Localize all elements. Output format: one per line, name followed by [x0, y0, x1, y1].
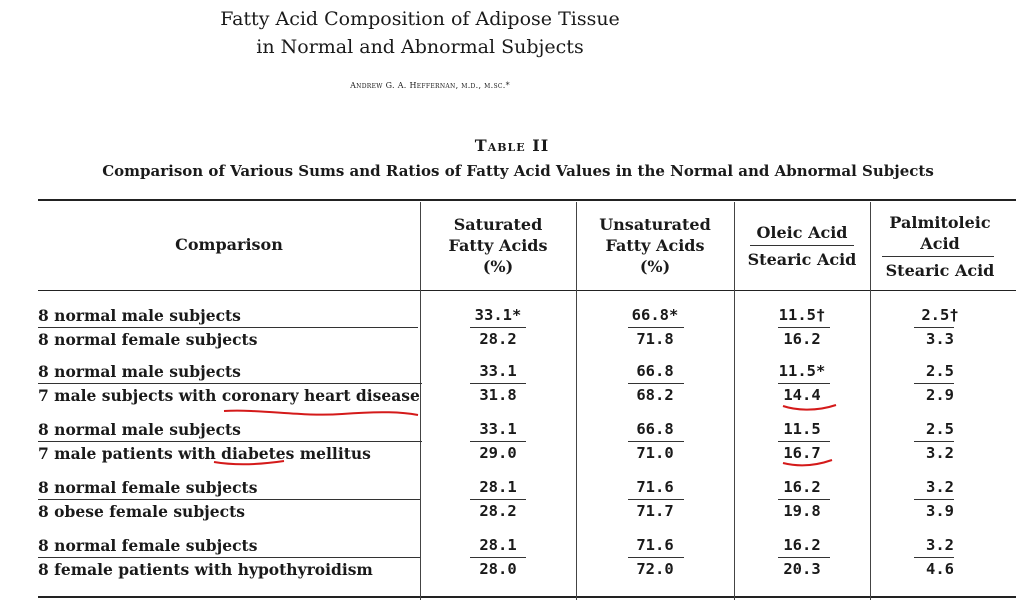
value-fraction-bar — [470, 441, 526, 442]
cell-oleic: 16.2 — [783, 330, 821, 348]
row-label: 8 normal male subjects — [38, 420, 241, 439]
cell-sat: 33.1 — [479, 362, 517, 380]
value-fraction-bar — [914, 557, 954, 558]
cell-sat: 28.2 — [479, 330, 517, 348]
cell-palm: 3.9 — [926, 502, 954, 520]
header-palmitoleic-line1: Palmitoleic — [889, 213, 991, 232]
row-label: 8 normal male subjects — [38, 362, 241, 381]
header-saturated-line1: Saturated — [453, 215, 543, 234]
row-label: 8 normal female subjects — [38, 478, 258, 497]
value-fraction-bar — [778, 557, 830, 558]
table-top-rule — [38, 199, 1016, 201]
value-fraction-bar — [628, 327, 684, 328]
value-fraction-bar — [914, 327, 954, 328]
paper-title-line2: in Normal and Abnormal Subjects — [256, 36, 584, 58]
annotation-underline-diabetes — [212, 457, 288, 469]
header-unsaturated — [576, 214, 734, 277]
cell-palm: 2.5† — [921, 306, 959, 324]
cell-oleic: 14.4 — [783, 386, 821, 404]
row-label: 7 male patients with diabetes mellitus — [38, 444, 371, 463]
header-saturated — [420, 214, 576, 277]
header-comparison: Comparison — [175, 235, 283, 254]
cell-palm: 2.9 — [926, 386, 954, 404]
annotation-underline-14-4 — [780, 400, 840, 414]
cell-palm: 2.5 — [926, 362, 954, 380]
header-oleic-numerator: Oleic Acid — [756, 223, 848, 242]
cell-oleic: 16.7 — [783, 444, 821, 462]
cell-unsat: 68.2 — [636, 386, 674, 404]
cell-sat: 31.8 — [479, 386, 517, 404]
cell-sat: 33.1 — [479, 420, 517, 438]
value-fraction-bar — [628, 499, 684, 500]
value-fraction-bar — [628, 383, 684, 384]
value-fraction-bar — [778, 499, 830, 500]
header-unsaturated-line1: Unsaturated — [599, 215, 711, 234]
cell-palm: 3.2 — [926, 444, 954, 462]
value-fraction-bar — [778, 441, 830, 442]
cell-oleic: 16.2 — [783, 478, 821, 496]
annotation-underline-coronary-heart-disease — [222, 406, 422, 420]
cell-unsat: 66.8* — [631, 306, 679, 324]
paper-author: Andrew G. A. Heffernan, m.d., m.sc.* — [350, 81, 510, 90]
header-palmitoleic — [870, 212, 1010, 281]
value-fraction-bar — [470, 383, 526, 384]
table-label: Table II — [474, 136, 550, 155]
row-label: 8 normal male subjects — [38, 306, 241, 325]
cell-palm: 3.2 — [926, 536, 954, 554]
cell-unsat: 71.7 — [636, 502, 674, 520]
row-label: 8 normal female subjects — [38, 330, 258, 349]
header-palmitoleic-fraction-bar — [882, 256, 994, 257]
header-palmitoleic-denominator: Stearic Acid — [885, 261, 995, 280]
header-unsaturated-line2: Fatty Acids — [605, 236, 705, 255]
cell-sat: 33.1* — [474, 306, 522, 324]
cell-unsat: 72.0 — [636, 560, 674, 578]
header-oleic-fraction-bar — [750, 245, 854, 246]
cell-palm: 3.2 — [926, 478, 954, 496]
paper-title-line1: Fatty Acid Composition of Adipose Tissue — [220, 8, 620, 30]
annotation-underline-16-7 — [780, 456, 836, 470]
row-group-divider — [38, 557, 420, 558]
cell-unsat: 66.8 — [636, 420, 674, 438]
row-group-divider — [38, 499, 420, 500]
header-saturated-line2: Fatty Acids — [448, 236, 548, 255]
cell-sat: 28.2 — [479, 502, 517, 520]
row-label: 8 normal female subjects — [38, 536, 258, 555]
cell-oleic: 11.5* — [778, 362, 826, 380]
value-fraction-bar — [470, 499, 526, 500]
row-group-divider — [38, 327, 418, 328]
row-group-divider — [38, 383, 422, 384]
table-caption: Comparison of Various Sums and Ratios of Fatty Acid Values in the Normal and Abnormal Subjects — [102, 162, 934, 180]
cell-oleic: 11.5 — [783, 420, 821, 438]
value-fraction-bar — [470, 557, 526, 558]
header-oleic — [734, 222, 870, 270]
value-fraction-bar — [778, 383, 830, 384]
cell-oleic: 16.2 — [783, 536, 821, 554]
value-fraction-bar — [628, 441, 684, 442]
cell-unsat: 71.8 — [636, 330, 674, 348]
header-saturated-line3: (%) — [482, 257, 514, 276]
header-oleic-denominator: Stearic Acid — [747, 250, 857, 269]
cell-palm: 2.5 — [926, 420, 954, 438]
value-fraction-bar — [470, 327, 526, 328]
row-label: 7 male subjects with coronary heart disease — [38, 386, 420, 405]
value-fraction-bar — [778, 327, 830, 328]
cell-sat: 28.1 — [479, 478, 517, 496]
cell-oleic: 11.5† — [778, 306, 826, 324]
value-fraction-bar — [914, 383, 954, 384]
cell-unsat: 71.6 — [636, 478, 674, 496]
row-label: 8 obese female subjects — [38, 502, 245, 521]
cell-sat: 29.0 — [479, 444, 517, 462]
cell-unsat: 71.6 — [636, 536, 674, 554]
header-palmitoleic-line2: Acid — [920, 234, 960, 253]
value-fraction-bar — [914, 499, 954, 500]
cell-sat: 28.0 — [479, 560, 517, 578]
cell-palm: 4.6 — [926, 560, 954, 578]
cell-unsat: 71.0 — [636, 444, 674, 462]
cell-unsat: 66.8 — [636, 362, 674, 380]
cell-oleic: 19.8 — [783, 502, 821, 520]
header-unsaturated-line3: (%) — [639, 257, 671, 276]
cell-palm: 3.3 — [926, 330, 954, 348]
value-fraction-bar — [628, 557, 684, 558]
row-group-divider — [38, 441, 422, 442]
row-label: 8 female patients with hypothyroidism — [38, 560, 373, 579]
value-fraction-bar — [914, 441, 954, 442]
cell-oleic: 20.3 — [783, 560, 821, 578]
cell-sat: 28.1 — [479, 536, 517, 554]
